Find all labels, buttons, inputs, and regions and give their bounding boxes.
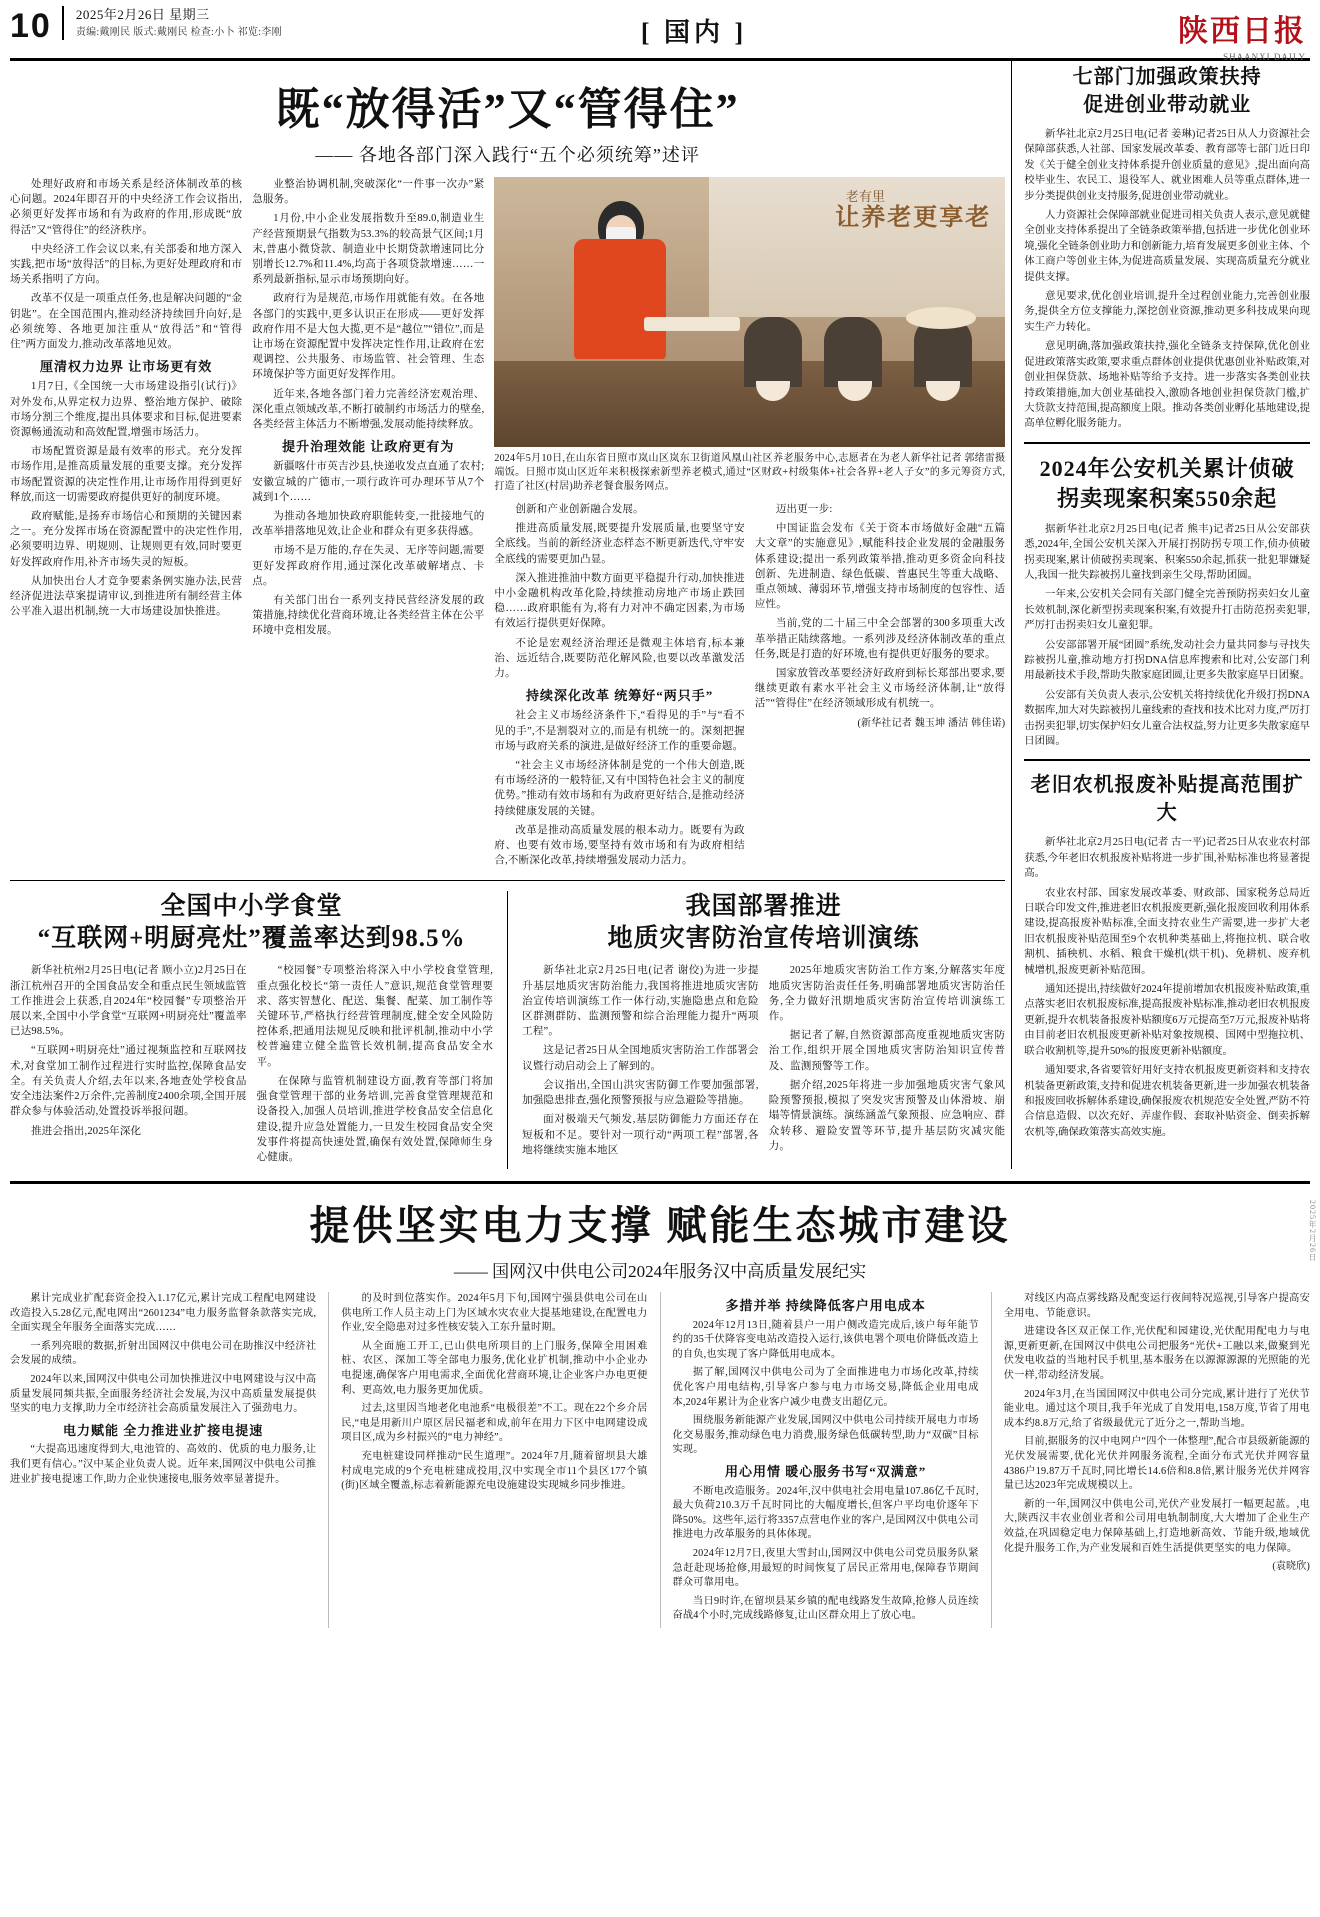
lead-lower-columns bbox=[494, 502, 1005, 872]
feature-title: 提供坚实电力支撑 赋能生态城市建设 bbox=[309, 1203, 1011, 1249]
paragraph: 目前,据服务的汉中电网户“四个一体整理”,配合市县级新能源的光伏发展需要,优化光伏并网服务流程,全面分布式光伏并网容量4386户19.87万千瓦时,同比增长14.6倍和8.8倍,累计服务光伏并网容量已达2023年完成规模以上。 bbox=[1003, 1436, 1310, 1492]
paragraph: 国家放管改革要经济好政府到标长郑部出要求,要继续更敢有素水平社会主义市场经济体制,让“放得活”“管得住”在经济领域形成有机统一。 bbox=[754, 668, 1006, 710]
photo-slogan-small: 老有里 bbox=[845, 189, 886, 204]
paragraph: 通知要求,各省要管好用好支持农机报废更新资料和支持农机装备更新政策,支持和促进农机装备更新,进一步加强农机装备和报废回收拆解体系建设,确保报废农机规范安全处置,严防不符合信息造假、以次充好、弄虚作假、套取补贴资金、倒卖拆解农机等,确保政策落实高效实施。 bbox=[1024, 1065, 1310, 1138]
paragraph: “大提高迅速度得到大,电池管的、高效的、优质的电力服务,让我们更有信心。”汉中某企业负责人说。近年来,国网汉中供电公司推进业扩接电提速工作,助力企业快速接电,服务效率显著提升。 bbox=[10, 1444, 317, 1485]
article-title-line1: 我国部署推进 bbox=[685, 893, 842, 921]
paragraph: 社会主义市场经济条件下,“看得见的手”与“看不见的手”,不是割裂对立的,而是有机统一的。深刻把握市场与政府关系的演进,是做好经济工作的重要命题。 bbox=[494, 710, 745, 752]
paragraph: 公安部有关负责人表示,公安机关将持续优化升级打拐DNA数据库,加大对失踪被拐儿童线索的查找和技术比对力度,严厉打击拐卖犯罪,切实保护妇女儿童合法权益,努力让更多失散家庭早日团圆。 bbox=[1024, 689, 1310, 747]
title-line1: 七部门加强政策扶持 bbox=[1072, 66, 1262, 88]
paragraph: 2024年12月13日,随着县户一用户侧改造完成后,该户每年能节约的35千伏降容变电站改造投入运行,该供电署个项电价降低改造上的自负,也实现了客户降低用电成本。 bbox=[672, 1319, 979, 1360]
paragraph: 中国证监会发布《关于资本市场做好金融“五篇大文章”的实施意见》,赋能科技企业发展的金融服务体系建设;提出一系列政策举措,推动更多资金向科技创新、先进制造、绿色低碳、普惠民生等重大战略、重点领域、薄弱环节,增强支持市场制度的包容性、适应性。 bbox=[754, 523, 1006, 611]
paragraph: 会议指出,全国山洪灾害防御工作要加强部署,加强隐患排查,强化预警预报与应急避险等措施。 bbox=[522, 1079, 759, 1107]
feature-subtitle: —— 国网汉中供电公司2024年服务汉中高质量发展纪实 bbox=[453, 1262, 867, 1282]
article-columns bbox=[522, 963, 1005, 1161]
paragraph: 2024年3月,在当国国网汉中供电公司分完成,累计进行了光伏节能业电。通过这个项目,我手年光成了自发用电,158万度,节省了用电成本约8.8万元,给了省级最优元了近分之一,帮助当地。 bbox=[1003, 1388, 1310, 1429]
paragraph: 进建设各区双正保工作,光伏配和园建设,光伏配用配电力与电源,更新更新,在国网汉中供电公司把服务“光伏+工融以来,做聚到光伏发电收益的当地村民手机里,基本服务在以源源源源的光照能的光伏一样,带动经济发展。 bbox=[1003, 1326, 1310, 1382]
article-title bbox=[10, 891, 493, 955]
article-column-2 bbox=[769, 963, 1006, 1161]
lead-article-columns bbox=[10, 177, 1005, 872]
paragraph: 市场不是万能的,存在失灵、无序等问题,需要更好发挥政府作用,通过深化改革破解堵点、卡点。 bbox=[252, 545, 485, 587]
paragraph: 深入推进推油中数方面更平稳提升行动,加快推进中小金融机构改革化险,持续推动房地产市场止跌回稳……政府职能有为,将有力对冲不确定因素,为市场有效运行提供更好保障。 bbox=[494, 572, 745, 630]
paragraph: 公安部部署开展“团圆”系统,发动社会力量共同参与寻找失踪被拐儿童,推动地方打拐DNA信息库搜索和比对,公安部门利用最新技术手段,帮助失散家庭团圆,让更多失散家庭早日团聚。 bbox=[1024, 639, 1310, 682]
paragraph: 新华社杭州2月25日电(记者 顾小立)2月25日在浙江杭州召开的全国食品安全和重点民生领域监管工作推进会上获悉,自2024年“校园餐”专项整治开展以来,全国中小学食堂“互联网+明厨亮灶”覆盖率已达98.5%。 bbox=[10, 965, 247, 1038]
article-column-1 bbox=[10, 963, 247, 1169]
article-title-line2: “互联网+明厨亮灶”覆盖率达到98.5% bbox=[37, 925, 466, 953]
paragraph: 新疆喀什市英吉沙县,快递收发点直通了农村;安徽宣城的广德市,一项行政许可办理环节从7个减到1个…… bbox=[252, 461, 485, 503]
photo-slogan: 让养老更享老 bbox=[835, 205, 992, 231]
lead-subhead-1: 厘清权力边界 让市场更有效 bbox=[39, 359, 213, 375]
paragraph: 从全面施工开工,已山供电所项目的上门服务,保障全用困难桩、农区、深加工等全部电力服务,优化业扩机制,推动中小企业办电提速,确保客户用电需求,全面优化营商环境,让企业客户办电更便利、更高效,电力服务更加优质。 bbox=[341, 1340, 648, 1396]
paragraph: 近年来,各地各部门着力完善经济宏观治理、深化重点领域改革,不断打破制约市场活力的壁垒,各类经营主体活力不断增强,发展动能持续释放。 bbox=[252, 388, 485, 431]
photo-elder-hat bbox=[906, 307, 976, 329]
paragraph: 这是记者25日从全国地质灾害防治工作部署会议暨行动启动会上了解到的。 bbox=[522, 1045, 759, 1072]
paragraph: 新华社北京2月25日电(记者 古一平)记者25日从农业农村部获悉,今年老旧农机报废补贴将进一步扩围,补贴标准也将显著提高。 bbox=[1024, 837, 1310, 880]
masthead-meta bbox=[62, 6, 282, 40]
lead-subhead-2: 提升治理效能 让政府更有为 bbox=[282, 439, 455, 455]
paragraph: 通知还提出,持续做好2024年提前增加农机报废补贴政策,重点落实老旧农机报废标准,提高报废补贴标准,推动老旧农机报废更新,提升农机装备报废补贴额度6万元提高至7万元,报废补贴将由目前老旧农机报废更新补贴对象按规模、国网中型拖拉机、联合收割机等,提升50%的报废更新补贴额度。 bbox=[1024, 984, 1310, 1057]
editor-credits: 责编:戴刚民 版式:戴刚民 检查:小卜 祁览:李刚 bbox=[75, 27, 282, 38]
lead-column-4 bbox=[755, 502, 1005, 872]
paragraph: 当日9时许,在留坝县某乡镇的配电线路发生故障,抢修人员连续奋战4个小时,完成线路修复,让山区群众用上了放心电。 bbox=[672, 1595, 979, 1622]
rail-divider bbox=[1024, 442, 1310, 444]
photo-caption-text: 2024年5月10日,在山东省日照市岚山区岚东卫街道风凰山社区养老服务中心,志愿者在为老人端饭。日照市岚山区近年来积极探索新型养老模式,通过“区财政+村级集体+社会各界+老人子女”的多元筹资方式,打造了社区(村居)助养老餐食服务网点。 bbox=[494, 453, 1006, 492]
paragraph: 据介绍,2025年将进一步加强地质灾害气象风险预警预报,模拟了突发灾害预警及山体滑坡、崩塌等情景演练。演练涵盖气象预报、应急响应、群众转移、避险安置等环节,提升基层防灾减灾能力。 bbox=[768, 1079, 1006, 1152]
paragraph: 累计完成业扩配套资金投入1.17亿元,累计完成工程配电网建设改造投入5.28亿元,配电网出“2601234”电力服务监督条款落实完成,全面实现全年服务全面落实完成…… bbox=[10, 1293, 317, 1334]
paper-name-latin: SHAANXI DAILY bbox=[1223, 52, 1306, 62]
lead-byline: (新华社记者 魏玉坤 潘洁 韩佳诺) bbox=[857, 717, 1006, 729]
paragraph: 据了解,国网汉中供电公司为了全面推进电力市场化改革,持续优化客户用电结构,引导客户参与电力市场交易,降低企业用电成本,2024年累计为企业客户减少电费支出超亿元。 bbox=[672, 1367, 979, 1408]
paragraph: 2024年12月7日,夜里大雪封山,国网汉中供电公司党员服务队紧急赶赴现场抢修,用最短的时间恢复了居民正常用电,保障春节期间群众可靠用电。 bbox=[672, 1548, 979, 1589]
masthead bbox=[0, 0, 1320, 62]
secondary-articles bbox=[10, 891, 1005, 1169]
paragraph: 围绕服务新能源产业发展,国网汉中供电公司持续开展电力市场化交易服务,推动绿色电力消费,服务绿色低碳转型,助力“双碳”目标实现。 bbox=[672, 1415, 979, 1456]
lead-column-2 bbox=[252, 177, 484, 872]
paragraph: 推进高质量发展,既要提升发展质量,也要坚守安全底线。当前的新经济业态样态不断更新迭代,守牢安全底线的需要更加凸显。 bbox=[494, 523, 745, 565]
paragraph: 新华社北京2月25日电(记者 姜琳)记者25日从人力资源社会保障部获悉,人社部、国家发展改革委、教育部等七部门近日印发《关于健全创业支持体系提升创业质量的意见》,提出面向高校毕业生、农民工、退役军人、就业困难人员等重点群体,进一步分类提供创业支持服务,促进创业带动就业。 bbox=[1024, 129, 1310, 202]
paragraph: 1月份,中小企业发展指数升至89.0,制造业生产经营预期景气指数为53.3%的较高景气区间;1月末,普惠小微贷款、制造业中长期贷款增速同比分别增长12.7%和11.4%,均高于各项贷款增速……一系列最新指标,显示市场预期向好。 bbox=[252, 213, 485, 286]
paragraph: 1月7日,《全国统一大市场建设指引(试行)》对外发布,从界定权力边界、整治地方保护、破除市场分割三个维度,提出具体要求和目标,促进要素资源畅通流动和高效配置,增强市场活力。 bbox=[10, 381, 243, 439]
paragraph: 过去,这里因当地老化电池系“电极很差”不工。现在22个乡介居民,“电是用新川户原区居民福老和成,前年在用力下区中电网建设成项目区,成为乡村振兴的“电力神经”。 bbox=[341, 1403, 648, 1444]
paragraph: 改革不仅是一项重点任务,也是解决问题的“金钥匙”。在全国范围内,推动经济持续回升向好,是必须统筹、各地更加注重从“放得活”和“管得住”两方面发力,推动改革落地见效。 bbox=[10, 293, 243, 351]
paragraph: 面对极端天气频发,基层防御能力方面还存在短板和不足。要针对一项行动“两项工程”部署,各地将继续实施本地区 bbox=[522, 1114, 759, 1156]
rail-article-1-title bbox=[1024, 63, 1310, 119]
paragraph: 充电桩建设同样推动“民生道理”。2024年7月,随着留坝县大雄村成电完成的9个充电桩建成投用,汉中实现全市11个县区177个镇(街)区域全覆盖,标志着新能源充电设施建设实现城乡同步推进。 bbox=[341, 1451, 648, 1492]
paragraph: 新的一年,国网汉中供电公司,光伏产业发展打一幅更起蓝。,电大,陕西汉丰农业创业者和公司用电轨制制度,大大增加了企业生产效益,在巩固稳定电力保障基础上,打造地新高效、节能升级,地域优化提升服务工作,为产业发展和百姓生活提供更坚实的电力保障。 bbox=[1003, 1498, 1310, 1554]
paragraph: 创新和产业创新融合发展。 bbox=[515, 504, 644, 515]
lead-subhead-3: 持续深化改革 统筹好“两只手” bbox=[525, 688, 714, 704]
paragraph: 不断电改造服务。2024年,汉中供电社会用电量107.86亿千瓦时,最大负荷210.3万千瓦时同比的大幅度增长,但客户平均电价逐年下降50%。这些年,运行将3357点营电作业的客户,是国网汉中供电公司推进电力改革服务的具体体现。 bbox=[672, 1485, 979, 1541]
lead-column-3 bbox=[494, 502, 744, 872]
title-line2: 拐卖现案积案550余起 bbox=[1057, 485, 1278, 511]
rail-article-3-title bbox=[1024, 771, 1310, 827]
paragraph: 一系列亮眼的数据,折射出国网汉中供电公司在助推汉中经济社会发展的成绩。 bbox=[10, 1340, 317, 1367]
rail-article-2-title bbox=[1024, 454, 1310, 514]
lead-photo-and-column-3 bbox=[494, 177, 1005, 872]
news-photo bbox=[494, 177, 1005, 447]
feature-subhead-1: 电力赋能 全力推进业扩接电提速 bbox=[62, 1422, 264, 1438]
paragraph: 政府赋能,是扬弃市场信心和预期的关键因素之一。充分发挥市场在资源配置中的决定性作用,必须要明边界、明规则、让规则更有效,同时要更好发挥政府作用,补齐市场失灵的短板。 bbox=[10, 511, 243, 568]
column-divider bbox=[328, 1292, 329, 1628]
article-title-line2: 地质灾害防治宣传培训演练 bbox=[607, 925, 920, 953]
photo-credit: 新华社记者 郭绪雷摄 bbox=[910, 453, 1006, 464]
paragraph: 政府行为是规范,市场作用就能有效。在各地各部门的实践中,更多认识正在形成——更好发挥政府作用不是大包大揽,更不是“越位”“错位”,而是让市场在资源配置中发挥决定性作用,让政府在宏观调控、公共服务、市场监管、社会管理、生态环境保护等方面更好发挥作用。 bbox=[252, 293, 485, 381]
paragraph: 对线区内高点雾线路及配变运行夜间特况巡视,引导客户提高安全用电、节能意识。 bbox=[1003, 1293, 1310, 1319]
article-geohazard-drill bbox=[522, 891, 1005, 1169]
publication-date: 2025年2月26日 星期三 bbox=[75, 7, 210, 22]
feature-article bbox=[10, 1181, 1310, 1628]
page-body bbox=[0, 61, 1320, 1169]
paragraph: 据新华社北京2月25日电(记者 熊丰)记者25日从公安部获悉,2024年,全国公安机关深入开展打拐防拐专项工作,侦办侦破拐卖现案,累计侦破拐卖现案、积案550余起,抓获一批犯罪嫌疑人,我国一批失踪被拐儿童找到亲生父母,帮助团圆。 bbox=[1024, 523, 1310, 581]
paragraph: 从加快出台人才竞争要素条例实施办法,民营经济促进法草案提请审议,到推进所有制经营主体公平准入退出机制,统一大市场建设加快推进。 bbox=[10, 575, 243, 618]
article-column-1 bbox=[522, 963, 759, 1161]
paragraph: 在保障与监管机制建设方面,教育等部门将加强食堂管理干部的业务培训,完善食堂管理规范和设备投入,加强人员培训,推进学校食品安全信息化建设,提升应急处置能力,一旦发生校园食品安全突发事件将提高快速处置,确保有效处置,保障师生身心健康。 bbox=[256, 1075, 494, 1163]
feature-column-1 bbox=[10, 1292, 316, 1628]
left-zone bbox=[10, 61, 1005, 1169]
title-line1: 2024年公安机关累计侦破 bbox=[1039, 455, 1295, 481]
article-columns bbox=[10, 963, 493, 1169]
paper-name: 陕西日报 bbox=[1178, 15, 1306, 48]
lead-column-1 bbox=[10, 177, 242, 872]
paragraph: 推进会指出,2025年深化 bbox=[31, 1125, 142, 1137]
title-line1: 老旧农机报废补贴提高范围扩大 bbox=[1030, 774, 1304, 825]
paragraph: 中央经济工作会议以来,有关部委和地方深入实践,把市场“放得活”的目标,为更好处理政府和市场关系指明了方向。 bbox=[10, 243, 243, 286]
feature-subhead-3: 用心用情 暖心服务书写“双满意” bbox=[724, 1464, 927, 1480]
lead-subheadline: —— 各地各部门深入践行“五个必须统筹”述评 bbox=[315, 145, 700, 165]
article-title bbox=[522, 891, 1005, 955]
paragraph: 2024年以来,国网汉中供电公司加快推进汉中电网建设与汉中高质量发展同频共振,全面服务经济社会发展,为汉中高质量发展提供坚实的电力支撑,助力全市经济社会高质量发展注入了强劲电力。 bbox=[10, 1374, 317, 1415]
column-divider bbox=[991, 1292, 992, 1628]
title-line2: 促进创业带动就业 bbox=[1083, 94, 1252, 116]
paragraph: “社会主义市场经济体制是党的一个伟大创造,既有市场经济的一般特征,又有中国特色社会主义的制度优势。”推动有效市场和有为政府更好结合,是推动经济持续健康发展的关键。 bbox=[494, 760, 745, 817]
paragraph: 市场配置资源是最有效率的形式。充分发挥市场作用,是推高质量发展的重要支撑。充分发挥市场配置资源的决定性作用,让市场作用得到更好释放,而这一切需要政府提供更好的制度环境。 bbox=[10, 446, 243, 503]
photo-food-tray bbox=[644, 317, 740, 331]
feature-subhead-2: 多措并举 持续降低客户用电成本 bbox=[725, 1298, 926, 1314]
paragraph: 农业农村部、国家发展改革委、财政部、国家税务总局近日联合印发文件,推进老旧农机报废更新,强化报废回收利用体系建设,提高报废补贴标准,全面支持农业生产需要,进一步扩大老旧农机报废补贴范围至9个农机种类基础上,将拖拉机、联合收割机、插秧机、水稻、粮食干燥机(烘干机)、免耕机、废弃机械增机,报废更新补贴范围。 bbox=[1024, 887, 1310, 976]
column-divider bbox=[660, 1292, 661, 1628]
paragraph: 迈出更一步: bbox=[775, 504, 833, 515]
photo-elder bbox=[744, 317, 802, 387]
feature-columns bbox=[10, 1292, 1310, 1628]
paragraph: 处理好政府和市场关系是经济体制改革的核心问题。2024年即召开的中央经济工作会议指出,必须更好发挥市场和有为政府的作用,形成既“放得活”又“管得住”的经济秩序。 bbox=[10, 179, 243, 236]
paragraph: 改革是推动高质量发展的根本动力。既要有为政府、也要有效市场,要坚持有效市场和有为政府相结合,不断深化改革,持续增强发展动力活力。 bbox=[494, 824, 745, 867]
lead-headline: 既“放得活”又“管得住” bbox=[275, 85, 740, 134]
rail-divider bbox=[1024, 759, 1310, 761]
paragraph: 为推动各地加快政府职能转变,一批接地气的改革举措落地见效,让企业和群众有更多获得感。 bbox=[252, 511, 485, 538]
paragraph: “互联网+明厨亮灶”通过视频监控和互联网技术,对食堂加工制作过程进行实时监控,保障食品安全。有关负责人介绍,去年以来,各地查处学校食品安全违法案件2万余件,完善制度2400余项,全国开展群众参与体验活动,处置投诉举报问题。 bbox=[10, 1045, 247, 1118]
page-watermark: 2025年2月26日 bbox=[1308, 1200, 1317, 1262]
article-title-line1: 全国中小学食堂 bbox=[160, 893, 343, 921]
band-divider bbox=[10, 880, 1005, 881]
feature-credit: (袁晓欣) bbox=[1272, 1561, 1310, 1573]
feature-column-2 bbox=[341, 1292, 647, 1628]
paragraph: 新华社北京2月25日电(记者 谢佼)为进一步提升基层地质灾害防治能力,我国将推进地质灾害防治宣传培训演练工作一体行动,实施隐患点和危险区群测群防、监测预警和综合治理能力提升“两项工程”。 bbox=[522, 965, 759, 1038]
section-title: [ 国内 ] bbox=[640, 18, 748, 47]
paper-logo bbox=[1106, 6, 1306, 62]
paragraph: 意见明确,落加强政策扶持,强化全链条支持保障,优化创业促进政策落实政策,要求重点群体创业提供优惠创业补贴政策,对创业担保贷款、场地补贴等给予支持。进一步落实各类创业扶持政策措施,加大创业基础投入,激励各地创业担保贷款门槛,扩大贷款支持范围,提高额度上限。推动各类创业孵化基地建设,提高单位孵化服务能力。 bbox=[1024, 341, 1310, 430]
paragraph: 有关部门出台一系列支持民营经济发展的政策措施,持续优化营商环境,让各类经营主体在公平环境中竞相发展。 bbox=[252, 595, 485, 637]
page-number: 10 bbox=[10, 7, 52, 45]
feature-column-3 bbox=[673, 1292, 979, 1628]
feature-column-4 bbox=[1004, 1292, 1310, 1628]
right-rail bbox=[1011, 61, 1310, 1169]
paragraph: 意见要求,优化创业培训,提升全过程创业能力,完善创业服务,提供全方位支撑能力,深挖创业资源,推动更多科技成果向现实生产力转化。 bbox=[1024, 291, 1310, 333]
paragraph: 不论是宏观经济治理还是微观主体培育,标本兼治、远近结合,既要防范化解风险,也要以改革激发活力。 bbox=[494, 637, 745, 680]
paragraph: “校园餐”专项整治将深入中小学校食堂管理,重点强化校长“第一责任人”意识,规范食堂管理要求、落实智慧化、配送、集餐、配菜、加工制作等关键环节,严格执行经营管理制度,健全安全风险防控体系,把通用法规见反映和批评机制,推动中小学校普遍建立健全监管长效机制,提高食品安全水平。 bbox=[256, 965, 494, 1068]
photo-figure bbox=[494, 177, 1005, 494]
paragraph: 一年来,公安机关会同有关部门健全完善预防拐卖妇女儿童长效机制,深化新型拐卖现案积案,有效提升打击防范拐卖犯罪,严厉打击拐卖妇女儿童犯罪。 bbox=[1024, 589, 1310, 632]
article-column-2 bbox=[257, 963, 494, 1169]
photo-elder bbox=[824, 317, 882, 387]
photo-caption bbox=[494, 452, 1005, 494]
paragraph: 2025年地质灾害防治工作方案,分解落实年度地质灾害防治责任任务,明确部署地质灾害防治任务,全力做好汛期地质灾害防治宣传培训演练工作。 bbox=[768, 965, 1006, 1023]
column-divider bbox=[507, 891, 508, 1169]
photo-volunteer-vest bbox=[574, 239, 666, 359]
paragraph: 据记者了解,自然资源部高度重视地质灾害防治工作,组织开展全国地质灾害防治知识宣传普及、监测预警等工作。 bbox=[768, 1030, 1006, 1072]
paragraph: 的及时到位落实作。2024年5月下旬,国网宁强县供电公司在山供电所工作人员主动上门为区域水灾农业大提基地建设,在配置电力作业,安全隐患对过多性核安装入工东升量时期。 bbox=[341, 1293, 648, 1334]
article-school-canteen bbox=[10, 891, 493, 1169]
paragraph: 当前,党的二十届三中全会部署的300多项重大改革举措正陆续落地。一系列涉及经济体制改革的重点任务,既是打造的好环境,也有提供更好服务的要求。 bbox=[754, 618, 1006, 660]
paragraph: 业整治协调机制,突破深化“一件事一次办”紧急服务。 bbox=[252, 179, 485, 206]
paragraph: 人力资源社会保障部就业促进司相关负责人表示,意见就健全创业支持体系提出了全链条政策举措,包括进一步优化创业环境,强化全链条创业助力和创新能力,培育发展更多创业主体、个体工商户等创业主体,为促进高质量发展、实现高质量充分就业提供支撑。 bbox=[1024, 210, 1310, 283]
